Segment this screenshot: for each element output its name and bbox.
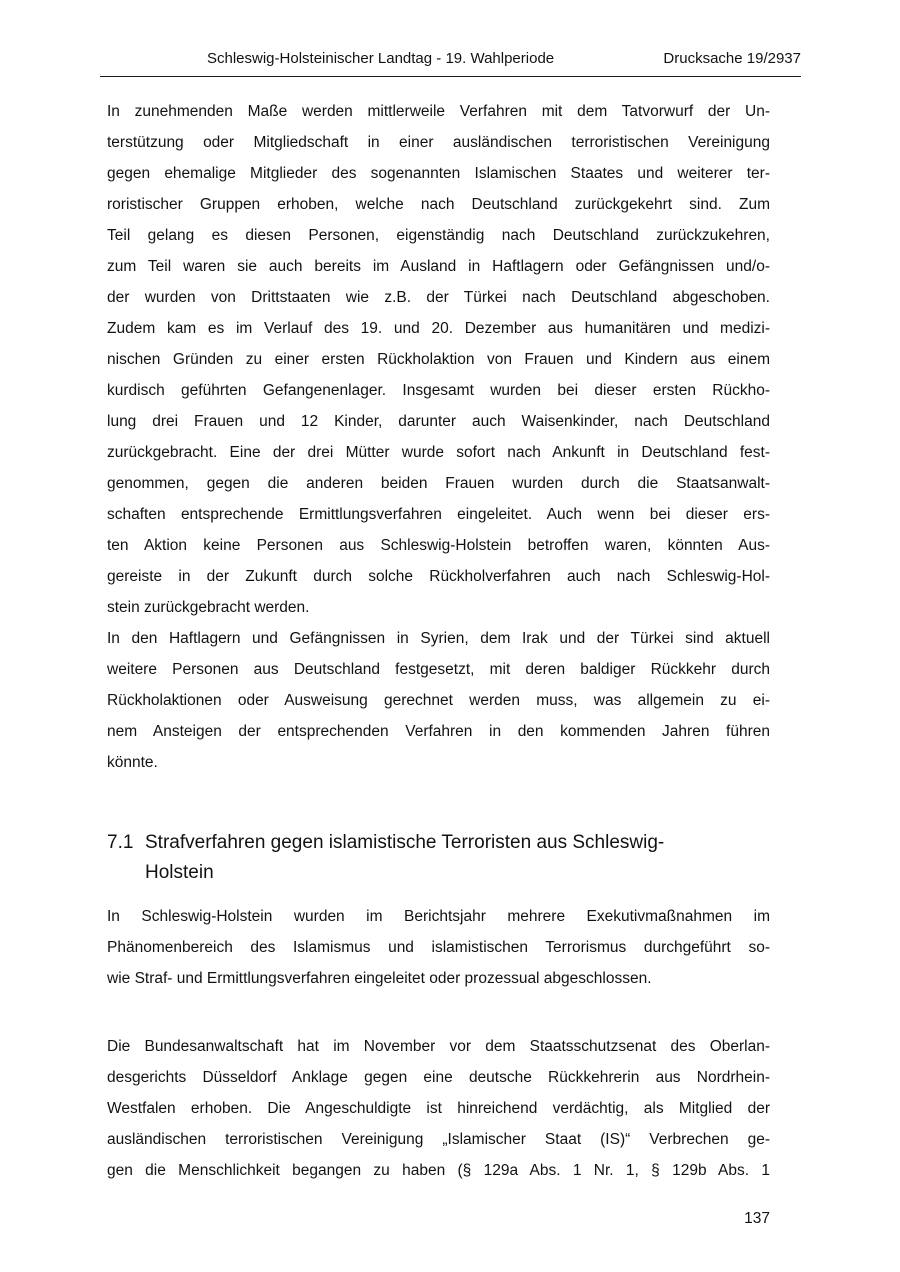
paragraph: [107, 901, 770, 994]
text-line: lung drei Frauen und 12 Kinder, darunter auch Waisenkinder, nach Deutschland: [107, 413, 770, 430]
text-line: Rückholaktionen oder Ausweisung gerechnet werden muss, was allgemein zu ei-: [107, 692, 770, 709]
text-line: der wurden von Drittstaaten wie z.B. der Türkei nach Deutschland abgeschoben.: [107, 289, 770, 306]
text-line: In Schleswig-Holstein wurden im Berichtsjahr mehrere Exekutivmaßnahmen im: [107, 908, 770, 925]
paragraph: [107, 1031, 770, 1186]
text-line: In den Haftlagern und Gefängnissen in Syrien, dem Irak und der Türkei sind aktuell: [107, 630, 770, 647]
text-line: Die Bundesanwaltschaft hat im November vor dem Staatsschutzsenat des Oberlan-: [107, 1038, 770, 1055]
text-line: zurückgebracht. Eine der drei Mütter wurde sofort nach Ankunft in Deutschland fest-: [107, 444, 770, 461]
text-line: kurdisch geführten Gefangenenlager. Insgesamt wurden bei dieser ersten Rückho-: [107, 382, 770, 399]
page-number: 137: [744, 1210, 770, 1227]
text-line: wie Straf- und Ermittlungsverfahren eingeleitet oder prozessual abgeschlossen.: [107, 970, 652, 987]
paragraph: [107, 623, 770, 778]
text-line: nem Ansteigen der entsprechenden Verfahren in den kommenden Jahren führen: [107, 723, 770, 740]
text-line: genommen, gegen die anderen beiden Frauen wurden durch die Staatsanwalt-: [107, 475, 770, 492]
text-line: schaften entsprechende Ermittlungsverfahren eingeleitet. Auch wenn bei dieser ers-: [107, 506, 770, 523]
text-line: gereiste in der Zukunft durch solche Rückholverfahren auch nach Schleswig-Hol-: [107, 568, 770, 585]
heading-line: Strafverfahren gegen islamistische Terroristen aus Schleswig-: [145, 832, 665, 853]
text-line: ausländischen terroristischen Vereinigung „Islamischer Staat (IS)“ Verbrechen ge-: [107, 1131, 770, 1148]
text-line: stein zurückgebracht werden.: [107, 599, 310, 616]
document-content: [107, 96, 770, 1228]
text-line: terstützung oder Mitgliedschaft in einer ausländischen terroristischen Vereinigung: [107, 134, 770, 151]
text-line: zum Teil waren sie auch bereits im Ausland in Haftlagern oder Gefängnissen und/o-: [107, 258, 770, 275]
text-line: ten Aktion keine Personen aus Schleswig-Holstein betroffen waren, könnten Aus-: [107, 537, 770, 554]
text-line: nischen Gründen zu einer ersten Rückholaktion von Frauen und Kindern aus einem: [107, 351, 770, 368]
text-line: Westfalen erhoben. Die Angeschuldigte ist hinreichend verdächtig, als Mitglied der: [107, 1100, 770, 1117]
text-line: gegen ehemalige Mitglieder des sogenannten Islamischen Staates und weiterer ter-: [107, 165, 770, 182]
heading-line: Holstein: [145, 862, 214, 883]
text-line: desgerichts Düsseldorf Anklage gegen eine deutsche Rückkehrerin aus Nordrhein-: [107, 1069, 770, 1086]
text-line: roristischer Gruppen erhoben, welche nach Deutschland zurückgekehrt sind. Zum: [107, 196, 770, 213]
text-line: Zudem kam es im Verlauf des 19. und 20. Dezember aus humanitären und medizi-: [107, 320, 770, 337]
section-heading-number: 7.1: [107, 832, 134, 853]
header-drucksache-number: Drucksache 19/2937: [663, 50, 801, 67]
text-line: Phänomenbereich des Islamismus und islamistischen Terrorismus durchgeführt so-: [107, 939, 770, 956]
section-heading-text: [145, 828, 770, 888]
section-heading: [107, 828, 770, 888]
text-line: weitere Personen aus Deutschland festgesetzt, mit deren baldiger Rückkehr durch: [107, 661, 770, 678]
page-header: [100, 50, 801, 77]
text-line: In zunehmenden Maße werden mittlerweile Verfahren mit dem Tatvorwurf der Un-: [107, 103, 770, 120]
text-line: Teil gelang es diesen Personen, eigenständig nach Deutschland zurückzukehren,: [107, 227, 770, 244]
paragraph: [107, 96, 770, 623]
header-document-title: Schleswig-Holsteinischer Landtag - 19. Wahlperiode: [207, 50, 555, 67]
text-line: gen die Menschlichkeit begangen zu haben (§ 129a Abs. 1 Nr. 1, § 129b Abs. 1: [107, 1162, 770, 1179]
text-line: könnte.: [107, 754, 158, 771]
